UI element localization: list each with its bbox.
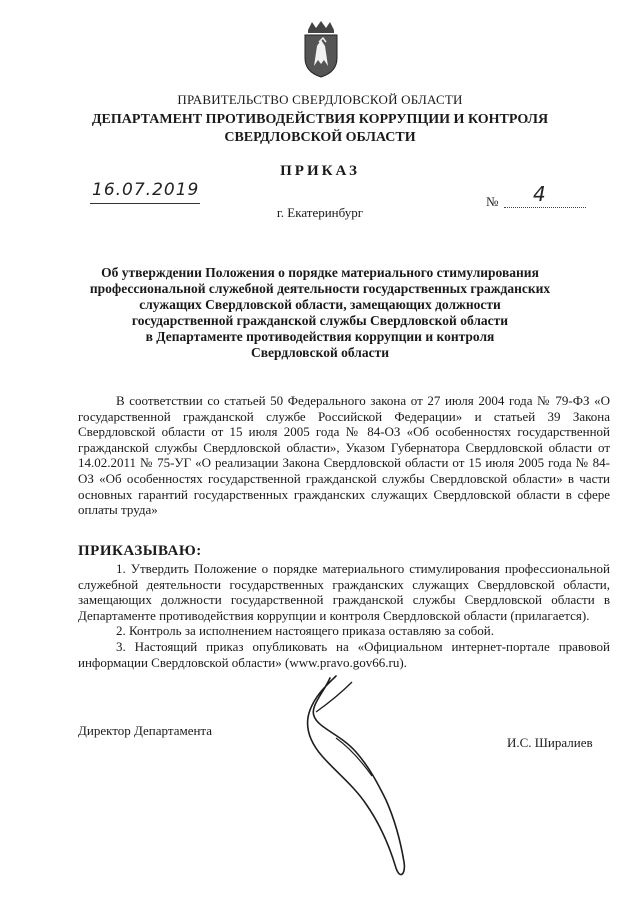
handwritten-signature xyxy=(270,672,470,884)
order-item: 1. Утвердить Положение о порядке материального стимулирования профессиональной служебной деятельности государственных гражданских служащих Свердловской области, замещающих должности государственной гражданской службы Свердловской области в Департаменте противодействия коррупции и контроля Свердловской области (прилагается). xyxy=(78,561,610,623)
number-sign: № xyxy=(486,194,499,209)
title-line: профессиональной служебной деятельности государственных гражданских xyxy=(89,281,551,296)
order-item: 2. Контроль за исполнением настоящего приказа оставляю за собой. xyxy=(116,623,494,639)
order-date: 16.07.2019 xyxy=(92,180,200,200)
title-line: служащих Свердловской области, замещающих должности xyxy=(139,297,501,312)
title-line: Об утверждении Положения о порядке материального стимулирования xyxy=(101,265,539,280)
preamble xyxy=(78,393,610,518)
date-underline xyxy=(90,203,200,204)
order-item: 3. Настоящий приказ опубликовать на «Официальном интернет-портале правовой информации Свердловской области» (www.pravo.gov66.ru). xyxy=(78,638,610,670)
city: г. Екатеринбург xyxy=(276,205,364,220)
document-type-heading: ПРИКАЗ xyxy=(280,163,360,179)
department-name-line: СВЕРДЛОВСКОЙ ОБЛАСТИ xyxy=(224,130,416,145)
order-items xyxy=(78,561,610,670)
order-word: ПРИКАЗЫВАЮ: xyxy=(78,543,202,559)
coat-of-arms-icon xyxy=(300,20,342,78)
order-number: 4 xyxy=(533,182,546,206)
signatory-position: Директор Департамента xyxy=(78,723,213,738)
title-line: в Департаменте противодействия коррупции и контроля xyxy=(145,329,495,344)
government-name: ПРАВИТЕЛЬСТВО СВЕРДЛОВСКОЙ ОБЛАСТИ xyxy=(177,92,463,107)
preamble-text: В соответствии со статьей 50 Федерального закона от 27 июля 2004 года № 79-ФЗ «О государственной гражданской службе Российской Федерации» и статьей 39 Закона Свердловской области от 15 июля 2005 года № 84-ОЗ «Об особенностях государственной гражданской службы Свердловской области», Указом Губернатора Свердловской области от 14.02.2011 № 75-УГ «О реализации Закона Свердловской области от 15 июля 2005 года № 84-ОЗ «Об особенностях государственной гражданской службы Свердловской области» в части основных гарантий государственных гражданских служащих Свердловской области в сфере оплаты труда» xyxy=(78,393,610,518)
department-name-line: ДЕПАРТАМЕНТ ПРОТИВОДЕЙСТВИЯ КОРРУПЦИИ И КОНТРОЛЯ xyxy=(91,112,549,127)
signatory-name: И.С. Ширалиев xyxy=(507,735,593,750)
department-name xyxy=(0,111,640,147)
title-line: Свердловской области xyxy=(250,345,390,360)
order-title xyxy=(0,265,640,361)
title-line: государственной гражданской службы Свердловской области xyxy=(131,313,509,328)
